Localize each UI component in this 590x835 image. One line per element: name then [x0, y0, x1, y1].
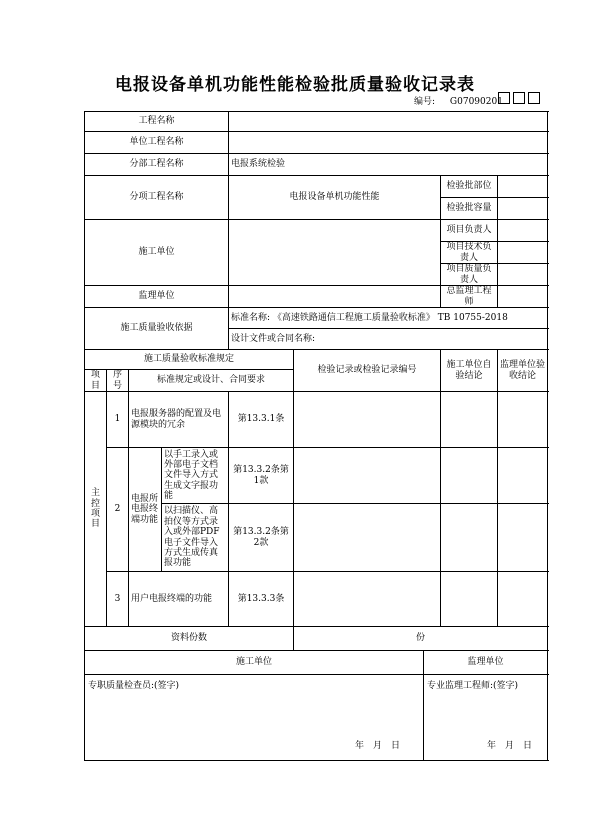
- docs-count-label: 资料份数: [85, 627, 294, 651]
- project-name-field[interactable]: [229, 112, 548, 132]
- footer-constructor: 施工单位: [85, 651, 424, 675]
- code-box-3[interactable]: [528, 92, 540, 104]
- record-code: [414, 94, 503, 107]
- supervisor-check-header: 监理单位验收结论: [498, 350, 548, 392]
- tech-lead-label: 项目技术负责人: [441, 242, 498, 264]
- batch-part-label: 检验批部位: [441, 176, 498, 198]
- qc-sign-area[interactable]: [85, 675, 424, 761]
- batch-part-field[interactable]: [498, 176, 548, 198]
- item-1-record[interactable]: [294, 392, 441, 448]
- item-project-value[interactable]: 电报设备单机功能性能: [229, 176, 441, 220]
- docs-count-field[interactable]: [294, 627, 548, 651]
- supervisor-label: 监理单位: [85, 286, 229, 308]
- item-2b-record[interactable]: [294, 504, 441, 572]
- quality-lead-label: 项目质量负责人: [441, 264, 498, 286]
- item-2b-supervisor-check[interactable]: [498, 504, 548, 572]
- constructor-label: 施工单位: [85, 220, 229, 286]
- docs-unit: 份: [416, 633, 426, 644]
- item-2b-desc: 以扫描仪、高拍仪等方式录入或外部PDF电子文件导入方式生成传真报功能: [162, 504, 229, 572]
- unit-project-label: 单位工程名称: [85, 132, 229, 154]
- code-box-2[interactable]: [513, 92, 525, 104]
- item-3-clause: 第13.3.3条: [229, 572, 294, 627]
- standard-name: 标准名称: 《高速铁路通信工程施工质量验收标准》 TB 10755-2018: [229, 308, 548, 329]
- item-2b-self-check[interactable]: [441, 504, 498, 572]
- spec-header: 施工质量验收标准规定: [85, 350, 294, 370]
- item-3-no: 3: [107, 572, 129, 627]
- item-1-no: 1: [107, 392, 129, 448]
- record-header: 检验记录或检验记录编号: [294, 350, 441, 392]
- tech-lead-field[interactable]: [498, 242, 548, 264]
- sub-project-value[interactable]: 电报系统检验: [229, 154, 548, 176]
- project-name-label: 工程名称: [85, 112, 229, 132]
- item-2a-clause: 第13.3.2条第1款: [229, 448, 294, 504]
- item-1-supervisor-check[interactable]: [498, 392, 548, 448]
- sup-sign-label: 专业监理工程师:(签字): [427, 681, 519, 691]
- seq-header: 序号: [107, 370, 129, 392]
- inspection-table: [84, 111, 548, 761]
- item-2a-supervisor-check[interactable]: [498, 448, 548, 504]
- item-3-supervisor-check[interactable]: [498, 572, 548, 627]
- batch-capacity-field[interactable]: [498, 198, 548, 220]
- item-3-self-check[interactable]: [441, 572, 498, 627]
- basis-label: 施工质量验收依据: [85, 308, 229, 350]
- sup-sign-area[interactable]: [424, 675, 548, 761]
- constructor-field[interactable]: [229, 220, 441, 286]
- pm-label: 项目负责人: [441, 220, 498, 242]
- item-1-clause: 第13.3.1条: [229, 392, 294, 448]
- item-1-self-check[interactable]: [441, 392, 498, 448]
- item-header: 项目: [85, 370, 107, 392]
- code-value: G07090201: [449, 97, 503, 107]
- pm-field[interactable]: [498, 220, 548, 242]
- page-title: 电报设备单机功能性能检验批质量验收记录表: [115, 75, 475, 95]
- requirement-header: 标准规定或设计、合同要求: [129, 370, 294, 392]
- supervisor-field[interactable]: [229, 286, 441, 308]
- quality-lead-field[interactable]: [498, 264, 548, 286]
- item-1-desc: 电报服务器的配置及电源模块的冗余: [129, 392, 229, 448]
- sup-sign-date: 年 月 日: [487, 741, 533, 752]
- main-items-label: 主控项目: [85, 392, 107, 627]
- code-box-1[interactable]: [498, 92, 510, 104]
- item-3-desc: 用户电报终端的功能: [129, 572, 229, 627]
- item-project-label: 分项工程名称: [85, 176, 229, 220]
- batch-capacity-label: 检验批容量: [441, 198, 498, 220]
- qc-sign-date: 年 月 日: [355, 741, 401, 752]
- design-doc[interactable]: 设计文件或合同名称:: [229, 329, 548, 350]
- item-3-record[interactable]: [294, 572, 441, 627]
- unit-project-field[interactable]: [229, 132, 548, 154]
- footer-supervisor: 监理单位: [424, 651, 548, 675]
- item-2a-self-check[interactable]: [441, 448, 498, 504]
- item-2a-record[interactable]: [294, 448, 441, 504]
- sub-project-label: 分部工程名称: [85, 154, 229, 176]
- item-2b-clause: 第13.3.2条第2款: [229, 504, 294, 572]
- chief-engineer-field[interactable]: [498, 286, 548, 308]
- item-2a-desc: 以手工录入或外部电子文档文件导入方式生成文字报功能: [162, 448, 229, 504]
- self-check-header: 施工单位自验结论: [441, 350, 498, 392]
- code-label: 编号:: [414, 97, 436, 107]
- item-2-no: 2: [107, 448, 129, 572]
- qc-sign-label: 专职质量检查员:(签字): [88, 681, 180, 691]
- item-2-group: 电报所电报终端功能: [129, 448, 162, 572]
- chief-engineer-label: 总监理工程师: [441, 286, 498, 308]
